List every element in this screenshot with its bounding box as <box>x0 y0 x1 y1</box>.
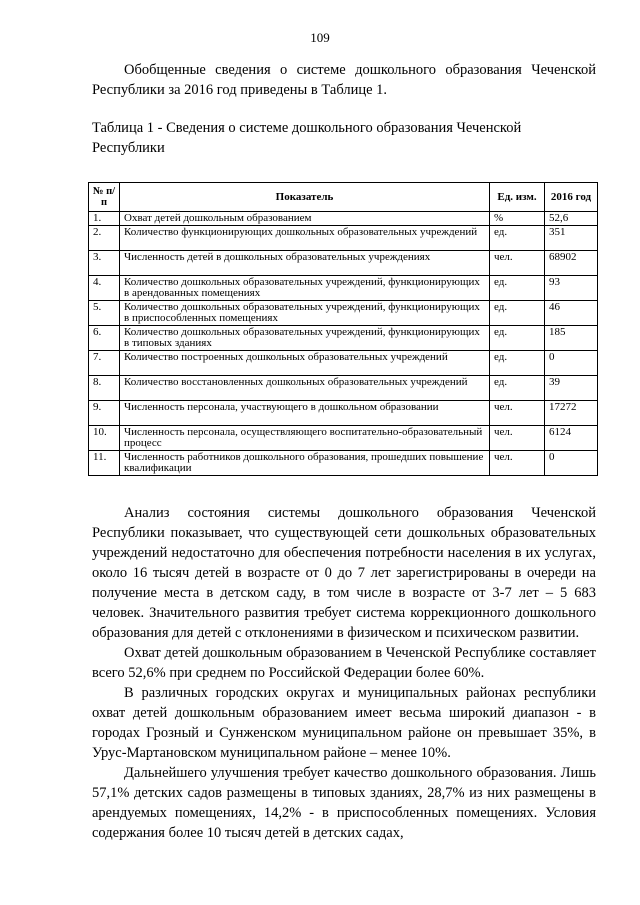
header-num: № п/п <box>89 183 120 212</box>
row-unit: ед. <box>490 326 545 351</box>
page-number: 109 <box>310 30 330 45</box>
header-year: 2016 год <box>545 183 598 212</box>
row-num: 1. <box>89 212 120 226</box>
row-unit: ед. <box>490 351 545 376</box>
row-indicator: Количество дошкольных образовательных учреждений, функционирующих в приспособленных помещениях <box>120 301 490 326</box>
header-indicator: Показатель <box>120 183 490 212</box>
row-num: 9. <box>89 401 120 426</box>
row-indicator: Охват детей дошкольным образованием <box>120 212 490 226</box>
row-num: 5. <box>89 301 120 326</box>
row-num: 8. <box>89 376 120 401</box>
row-num: 10. <box>89 426 120 451</box>
row-num: 11. <box>89 451 120 476</box>
row-unit: ед. <box>490 276 545 301</box>
table-row <box>89 301 598 326</box>
row-num: 2. <box>89 226 120 251</box>
table-row <box>89 401 598 426</box>
table-header-row <box>89 183 598 212</box>
table-row <box>89 276 598 301</box>
row-unit: % <box>490 212 545 226</box>
row-indicator: Количество восстановленных дошкольных образовательных учреждений <box>120 376 490 401</box>
row-indicator: Численность персонала, осуществляющего воспитательно-образовательный процесс <box>120 426 490 451</box>
table-row <box>89 426 598 451</box>
row-value: 68902 <box>545 251 598 276</box>
table-row <box>89 326 598 351</box>
row-value: 46 <box>545 301 598 326</box>
row-value: 52,6 <box>545 212 598 226</box>
row-value: 6124 <box>545 426 598 451</box>
row-num: 4. <box>89 276 120 301</box>
row-num: 7. <box>89 351 120 376</box>
row-num: 3. <box>89 251 120 276</box>
row-unit: чел. <box>490 451 545 476</box>
row-value: 39 <box>545 376 598 401</box>
row-unit: чел. <box>490 426 545 451</box>
row-value: 17272 <box>545 401 598 426</box>
paragraph: В различных городских округах и муниципальных районах республики охват детей дошкольным образованием имеет весьма широкий диапазон - в городах Грозный и Сунженском муниципальном районе он превышает 35%, в Урус-Мартановском муниципальном районе – менее 10%. <box>92 685 596 761</box>
row-value: 351 <box>545 226 598 251</box>
intro-paragraph: Обобщенные сведения о системе дошкольного образования Чеченской Республики за 2016 год приведены в Таблице 1. <box>92 62 596 98</box>
row-unit: ед. <box>490 376 545 401</box>
paragraph: Анализ состояния системы дошкольного образования Чеченской Республики показывает, что существующей сети дошкольных образовательных учреждений недостаточно для обеспечения потребности населения в их услугах, около 16 тысяч детей в возрасте от 0 до 7 лет зарегистрированы в очереди на получение места в детском саду, в том числе в возрасте от 3-7 лет – 5 683 человек. Значительного развития требует система коррекционного дошкольного образования для детей с отклонениями в физическом и психическом развитии. <box>92 505 596 641</box>
row-indicator: Численность детей в дошкольных образовательных учреждениях <box>120 251 490 276</box>
row-unit: ед. <box>490 226 545 251</box>
body-text <box>92 503 596 843</box>
table-row <box>89 251 598 276</box>
row-unit: ед. <box>490 301 545 326</box>
row-indicator: Количество дошкольных образовательных учреждений, функционирующих в арендованных помещениях <box>120 276 490 301</box>
paragraph: Дальнейшего улучшения требует качество дошкольного образования. Лишь 57,1% детских садов размещены в типовых зданиях, 28,7% из них размещены в арендуемых помещениях, 14,2% - в приспособленных помещениях. Условия содержания более 10 тысяч детей в детских садах, <box>92 765 596 841</box>
table-caption: Таблица 1 - Сведения о системе дошкольного образования Чеченской Республики <box>92 120 522 156</box>
row-value: 0 <box>545 451 598 476</box>
table-row <box>89 451 598 476</box>
table-row <box>89 226 598 251</box>
row-num: 6. <box>89 326 120 351</box>
row-unit: чел. <box>490 401 545 426</box>
row-value: 185 <box>545 326 598 351</box>
row-value: 93 <box>545 276 598 301</box>
row-indicator: Количество функционирующих дошкольных образовательных учреждений <box>120 226 490 251</box>
header-unit: Ед. изм. <box>490 183 545 212</box>
row-indicator: Численность персонала, участвующего в дошкольном образовании <box>120 401 490 426</box>
table-row <box>89 212 598 226</box>
preschool-table <box>88 182 598 476</box>
row-indicator: Количество построенных дошкольных образовательных учреждений <box>120 351 490 376</box>
row-indicator: Количество дошкольных образовательных учреждений, функционирующих в типовых зданиях <box>120 326 490 351</box>
row-indicator: Численность работников дошкольного образования, прошедших повышение квалификации <box>120 451 490 476</box>
row-unit: чел. <box>490 251 545 276</box>
paragraph: Охват детей дошкольным образованием в Чеченской Республике составляет всего 52,6% при среднем по Российской Федерации более 60%. <box>92 645 596 681</box>
row-value: 0 <box>545 351 598 376</box>
table-row <box>89 351 598 376</box>
table-row <box>89 376 598 401</box>
